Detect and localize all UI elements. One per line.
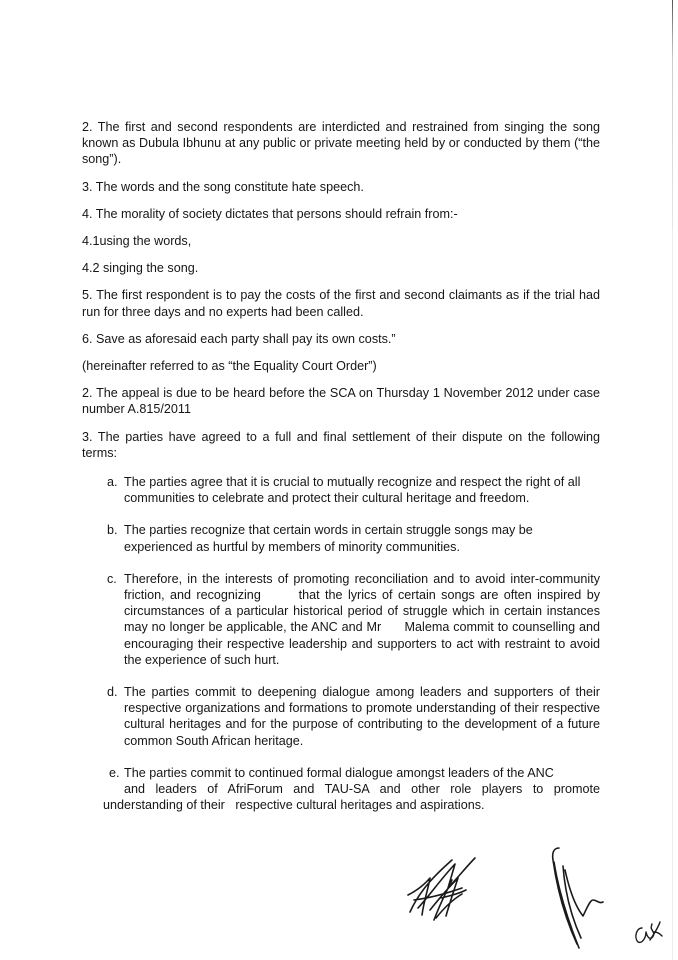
term-text: The parties agree that it is crucial to mutually recognize and respect the right of all communities to celebrate and protect their cultural heritage and freedom. [124,475,581,506]
order-reference: (hereinafter referred to as “the Equality Court Order”) [82,359,377,374]
order-item-5: 5. The first respondent is to pay the costs of the first and second claimants as if the trial had run for three days and no experts had been called. [82,288,600,319]
term-d [82,684,600,749]
signature-2 [535,838,615,953]
document-body [82,119,600,814]
order-item-4-1: 4.1using the words, [82,234,192,249]
term-label: a. [107,475,118,490]
term-text: The parties commit to deepening dialogue among leaders and supporters of their respective organizations and formations to promote understanding of their respective cultural heritages and for the purpose of contributing to the development of a future common South African heritage. [124,685,600,748]
paragraph-3: 3. The parties have agreed to a full and final settlement of their dispute on the following terms: [82,429,600,460]
term-text: Therefore, in the interests of promoting reconciliation and to avoid inter-community friction, and recognizing that the lyrics of certain songs are often inspired by circumstances of a particular historical period of struggle which in certain instances may no longer be applicable, the ANC and Mr Malema commit to counselling and encouraging their respective leadership and supporters to act with restraint to avoid the experience of such hurt. [124,571,600,667]
term-text-line-3: understanding of their respective cultural heritages and aspirations. [103,798,485,813]
term-e [82,765,600,814]
term-a [82,474,600,506]
order-item-4-2: 4.2 singing the song. [82,261,199,276]
signature-1 [400,850,490,930]
order-item-2: 2. The first and second respondents are interdicted and restrained from singing the song known as Dubula Ibhunu at any public or private meeting held by or conducted by them (“the song”). [82,120,600,167]
term-text: The parties recognize that certain words in certain struggle songs may be experienced as hurtful by members of minority communities. [124,523,533,554]
term-label: c. [107,571,117,586]
term-text-line-1: The parties commit to continued formal dialogue amongst leaders of the ANC [124,765,554,780]
term-b [82,522,600,554]
settlement-terms [82,474,600,813]
term-c [82,571,600,668]
page-edge-line-lower [672,230,673,960]
term-text-line-2: and leaders of AfriForum and TAU-SA and other role players to promote [124,782,600,797]
page-edge-line [672,0,673,230]
term-label: b. [107,523,118,538]
order-item-4: 4. The morality of society dictates that persons should refrain from:- [82,206,458,221]
paragraph-2: 2. The appeal is due to be heard before the SCA on Thursday 1 November 2012 under case number A.815/2011 [82,386,600,417]
term-label: d. [107,685,118,700]
order-item-6: 6. Save as aforesaid each party shall pay its own costs.” [82,331,396,346]
initials [628,910,668,950]
term-label: e. [109,765,120,780]
order-item-3: 3. The words and the song constitute hate speech. [82,179,364,194]
